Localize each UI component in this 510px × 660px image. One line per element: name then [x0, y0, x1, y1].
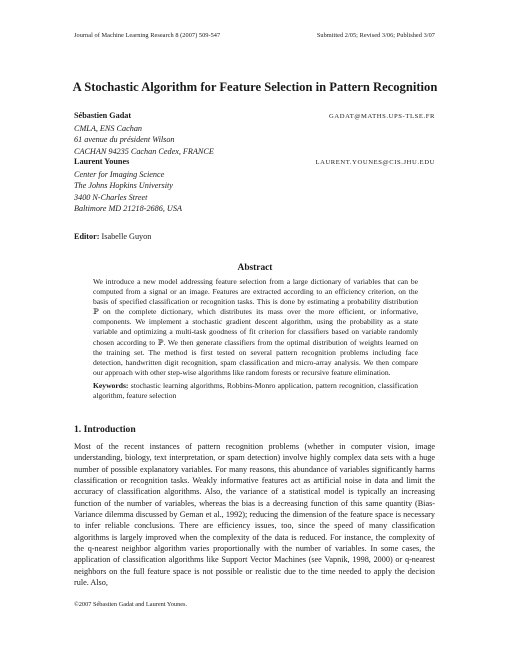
author-name: Laurent Younes: [74, 157, 130, 166]
affiliation-line: The Johns Hopkins University: [74, 181, 173, 191]
affiliation-line: Center for Imaging Science: [74, 169, 165, 179]
affiliation-line: 3400 N-Charles Street: [74, 192, 148, 202]
journal-citation: Journal of Machine Learning Research 8 (2007) 509-547: [74, 32, 221, 39]
author-email: GADAT@MATHS.UPS-TLSE.FR: [329, 113, 435, 120]
author-block-1: [74, 110, 435, 157]
affiliation-line: CMLA, ENS Cachan: [74, 123, 143, 133]
section-heading: 1. Introduction: [74, 424, 136, 435]
keywords-label: Keywords:: [93, 380, 129, 390]
introduction-body: [74, 441, 435, 588]
editor-line: [74, 232, 151, 241]
author-name: Sébastien Gadat: [74, 111, 132, 120]
abstract-heading: Abstract: [237, 263, 273, 273]
editor-label: Editor:: [74, 232, 100, 241]
affiliation-line: 61 avenue du président Wilson: [74, 135, 175, 145]
abstract-text: We introduce a new model addressing feature selection from a large dictionary of variables that can be computed from a signal or an image. Features are extracted according to an efficiency criterion, on the basis of specified classification or recognition tasks. This is done by estimating a probability distribution ℙ on the complete dictionary, which distributes its mass over the more efficient, or informative, components. We implement a stochastic gradient descent algorithm, using the probability as a state variable and optimizing a multi-task goodness of fit criterion for classifiers based on variable randomly chosen according to ℙ. We then generate classifiers from the optimal distribution of weights learned on the training set. The method is first tested on several pattern recognition problems including face detection, handwritten digit recognition, spam classification and micro-array analysis. We then compare our approach with other step-wise algorithms like random forests or recursive feature elimination.: [93, 277, 418, 377]
paper-title: A Stochastic Algorithm for Feature Selection in Pattern Recognition: [72, 80, 438, 94]
keywords-line: [93, 381, 418, 401]
copyright-footer: ©2007 Sébastien Gadat and Laurent Younes.: [74, 601, 188, 608]
affiliation-line: Baltimore MD 21218-2686, USA: [74, 204, 182, 214]
author-block-2: [74, 156, 435, 215]
keywords-text: stochastic learning algorithms, Robbins-Monro application, pattern recognition, classification algorithm, feature selection: [93, 380, 418, 401]
affiliation-line: CACHAN 94235 Cachan Cedex, FRANCE: [74, 146, 214, 156]
running-header: [74, 32, 435, 39]
abstract-body: [93, 277, 418, 401]
author-email: LAURENT.YOUNES@CIS.JHU.EDU: [315, 159, 435, 166]
introduction-paragraph: Most of the recent instances of pattern recognition problems (whether in computer vision, image understanding, biology, text interpretation, or spam detection) involve highly complex data sets with a huge number of possible explanatory variables. For many reasons, this abundance of variables significantly harms classification or recognition tasks. Weakly informative features act as artificial noise in data and limit the accuracy of classification algorithms. Also, the variance of a statistical model is typically an increasing function of the number of variables, whereas the bias is a decreasing function of this same quantity (Bias-Variance dilemma discussed by Geman et al., 1992); reducing the dimension of the feature space is necessary to infer reliable conclusions. There are efficiency issues, too, since the speed of many classification algorithms is largely improved when the complexity of the data is reduced. For instance, the complexity of the q-nearest neighbor algorithm varies proportionally with the number of variables. In some cases, the application of classification algorithms like Support Vector Machines (see Vapnik, 1998, 2000) or q-nearest neighbors on the full feature space is not possible or realistic due to the time needed to apply the decision rule. Also,: [74, 442, 435, 588]
submission-dates: Submitted 2/05; Revised 3/06; Published 3/07: [316, 32, 435, 39]
editor-name: Isabelle Guyon: [101, 232, 152, 241]
